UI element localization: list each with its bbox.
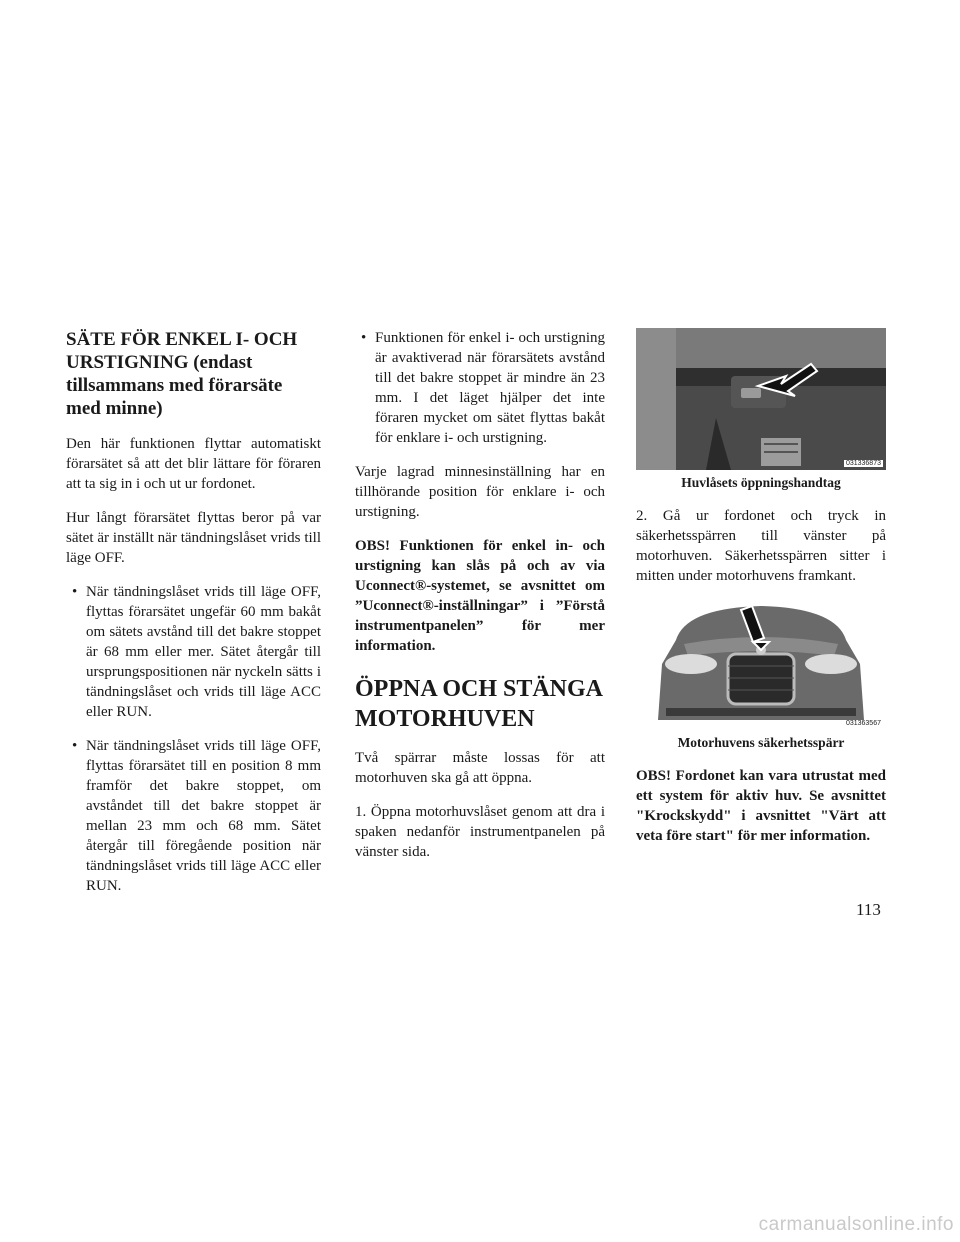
middle-column — [355, 328, 605, 876]
watermark: carmanualsonline.info — [758, 1214, 954, 1235]
seat-bullet-list-continued — [355, 328, 605, 448]
hood-release-caption: Huvlåsets öppningshandtag — [681, 475, 841, 490]
seat-bullet-3: • Funktionen för enkel i- och urstigning är avaktiverad när förarsätets avstånd till det bakre stoppet är mindre än 23 mm. I det läget hjälper det inte föraren mycket om sätet flyttas bakåt för enklare i- och urstigning. — [355, 328, 605, 448]
hood-step-1: 1. Öppna motorhuvslåset genom att dra i spaken nedanför instrumentpanelen på vänster sida. — [355, 804, 605, 860]
seat-bullet-list — [66, 582, 321, 896]
figure-id: 031363567 — [845, 720, 881, 727]
seat-bullet-1: • När tändningslåset vrids till läge OFF, flyttas förarsätet ungefär 60 mm bakåt om sätets avstånd till det bakre stoppet är 68 mm eller mer. Sätet återgår till ursprungspositionen när nyckeln sätts i tändningslåset och vrids till läge ACC eller RUN. — [66, 582, 321, 722]
seat-section-heading: SÄTE FÖR ENKEL I- OCH URSTIGNING (endast tillsammans med förarsäte med minne) — [66, 329, 298, 419]
seat-bullet-2: • När tändningslåset vrids till läge OFF, flyttas förarsätet till en position 8 mm framför det bakre stoppet, om avståndet till det bakre stoppet är mellan 23 mm och 68 mm. Sätet återgår till föregående position när tändningslåset vrids till läge ACC eller RUN. — [66, 736, 321, 896]
figure-id: 031336873 — [845, 460, 881, 467]
seat-distance-paragraph: Hur långt förarsätet flyttas beror på var sätet är inställt när tändningslåset vrids till läge OFF. — [66, 510, 321, 566]
seat-intro-paragraph: Den här funktionen flyttar automatiskt förarsätet så att det blir lättare för föraren att ta sig in i och ut ur fordonet. — [66, 436, 321, 492]
hood-safety-latch-figure — [636, 600, 886, 730]
hood-note: OBS! Fordonet kan vara utrustat med ett system för aktiv huv. Se avsnittet "Krockskydd" i avsnittet "Värt att veta före start" för mer information. — [636, 768, 886, 844]
left-column — [66, 328, 321, 910]
hood-intro-paragraph: Två spärrar måste lossas för att motorhuven ska gå att öppna. — [355, 750, 605, 786]
seat-memory-paragraph: Varje lagrad minnesinställning har en tillhörande position för enklare i- och urstigning. — [355, 464, 605, 520]
page-number: 113 — [856, 900, 881, 919]
hood-step-2: 2. Gå ur fordonet och tryck in säkerhetsspärren till vänster på motorhuven. Säkerhetsspärren sitter i mitten under motorhuvens framkant. — [636, 508, 886, 584]
seat-note: OBS! Funktionen för enkel in- och urstigning kan slås på och av via Uconnect®-systemet, se avsnittet om ”Uconnect®-inställningar” i ”Förstå instrumentpanelen” för mer information. — [355, 538, 605, 654]
right-column — [636, 328, 886, 860]
hood-release-handle-figure — [636, 328, 886, 470]
hood-safety-latch-caption: Motorhuvens säkerhetsspärr — [677, 735, 845, 750]
car-front-photo — [636, 600, 886, 730]
hood-release-photo — [636, 328, 886, 470]
hood-section-heading: ÖPPNA OCH STÄNGA MOTORHUVEN — [355, 676, 602, 732]
